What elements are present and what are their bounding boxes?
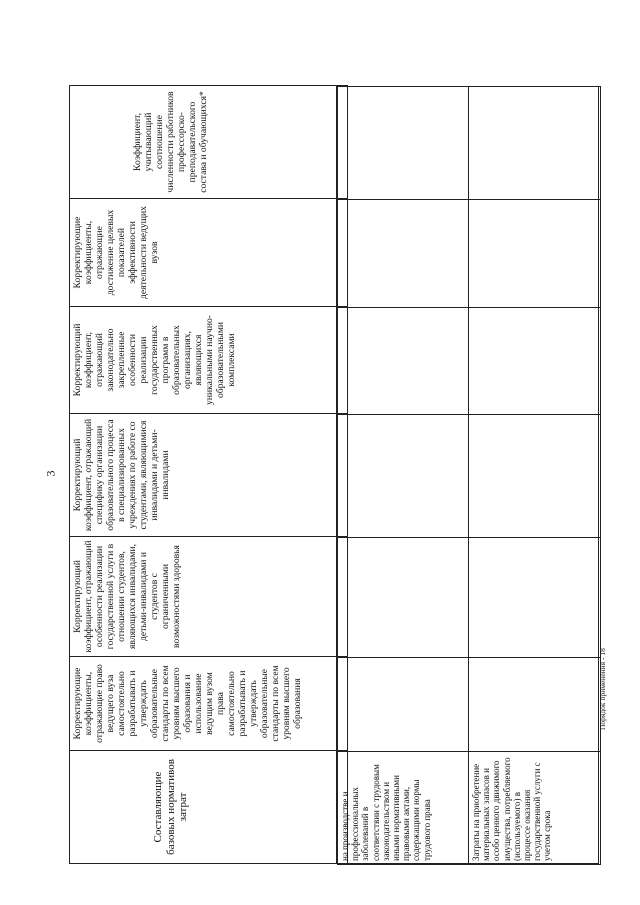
- header-cell-staff-ratio: Коэффициент, учитывающий соотношение численности работников профессорско-преподавательского состава и обучающихся*: [70, 86, 348, 199]
- header-cell-leading-university-standards: Корректирующие коэффициенты, отражающие право ведущего вуза самостоятельно разрабатывать и утверждать образовательные стандарты по всем уровням высшего образования и использование ведущим вузом права самостоятельно разрабатывать и утверждать образовательные стандарты по всем уровням высшего образования: [70, 657, 348, 751]
- header-table: [69, 85, 348, 864]
- header-cell-unique-complexes: Корректирующий коэффициент, отражающий законодательно закрепленные особенности реализации государственных программ в образовательных организациях, являющихся уникальными научно-образовательными комплексами: [70, 307, 348, 414]
- table-row: Затраты на приобретение материальных запасов и особо ценного движимого имущества, потребляемого (используемого) в процессе оказания государственной услуги с учетом срока: [469, 752, 601, 865]
- table-row: на производстве и профессиональных заболеваний в соответствии с трудовым законодательством и иными нормативными правовыми актами, содержащими нормы трудового права: [338, 752, 469, 865]
- header-cell-components: Составляющие базовых нормативов затрат: [70, 751, 348, 864]
- rows-table: [337, 86, 601, 865]
- header-cell-disabled-students: Корректирующий коэффициент, отражающий особенности реализации государственной услуги в отношении студентов, являющихся инвалидами, детьми-инвалидами и студентов с ограниченными возможностями здоровья: [70, 537, 348, 657]
- coefficients-table-rows: [336, 86, 599, 864]
- page-number: 3: [43, 470, 58, 477]
- coefficients-table-header: [69, 86, 348, 864]
- header-cell-target-indicators: Корректирующие коэффициенты, отражающие достижение целевых показателей эффективности деятельности ведущих вузов: [70, 199, 348, 307]
- footer-note: Порядок применения - 18: [598, 648, 607, 730]
- header-cell-specialized-institutions: Корректирующий коэффициент, отражающий специфику организации образовательного процесса в специализированных учреждениях по работе со студентами, являющимися инвалидами и детьми-инвалидами: [70, 414, 348, 537]
